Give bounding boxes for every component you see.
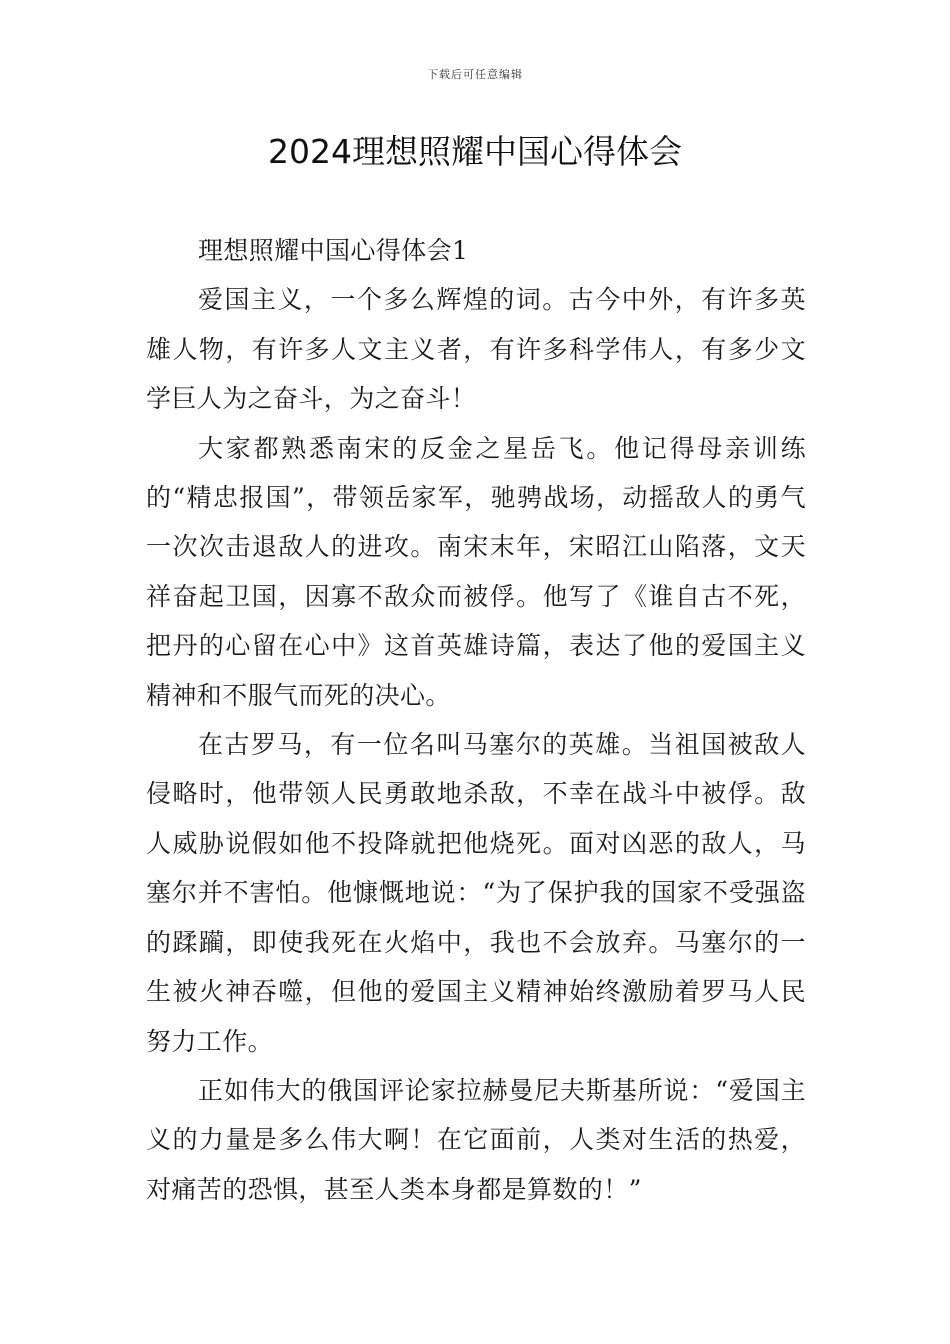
document-body — [146, 226, 806, 1214]
paragraph: 正如伟大的俄国评论家拉赫曼尼夫斯基所说：“爱国主义的力量是多么伟大啊！在它面前，人类对生活的热爱，对痛苦的恐惧，甚至人类本身都是算数的！” — [146, 1075, 806, 1204]
paragraph: 爱国主义，一个多么辉煌的词。古今中外，有许多英雄人物，有许多人文主义者，有许多科学伟人，有多少文学巨人为之奋斗，为之奋斗！ — [146, 285, 806, 414]
header-note: 下载后可任意编辑 — [427, 68, 523, 81]
document-title: 2024理想照耀中国心得体会 — [268, 132, 682, 171]
section-heading: 理想照耀中国心得体会1 — [198, 236, 469, 265]
paragraph: 在古罗马，有一位名叫马塞尔的英雄。当祖国被敌人侵略时，他带领人民勇敢地杀敌，不幸在战斗中被俘。敌人威胁说假如他不投降就把他烧死。面对凶恶的敌人，马塞尔并不害怕。他慷慨地说：“为了保护我的国家不受强盗的蹂躏，即使我死在火焰中，我也不会放弃。马塞尔的一生被火神吞噬，但他的爱国主义精神始终激励着罗马人民努力工作。 — [146, 730, 806, 1056]
paragraph: 大家都熟悉南宋的反金之星岳飞。他记得母亲训练的“精忠报国”，带领岳家军，驰骋战场，动摇敌人的勇气一次次击退敌人的进攻。南宋末年，宋昭江山陷落，文天祥奋起卫国，因寡不敌众而被俘。他写了《谁自古不死，把丹的心留在心中》这首英雄诗篇，表达了他的爱国主义精神和不服气而死的决心。 — [146, 433, 806, 710]
